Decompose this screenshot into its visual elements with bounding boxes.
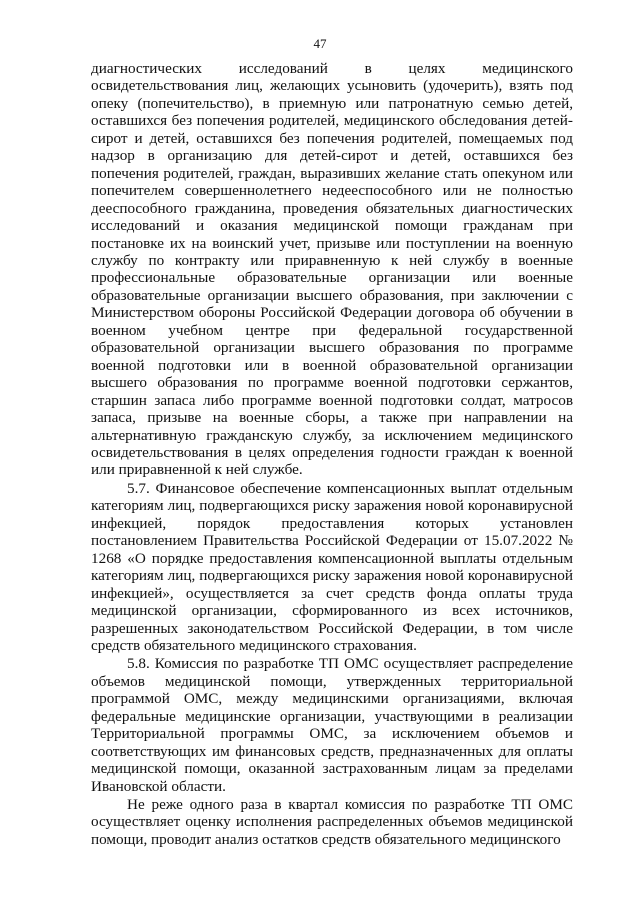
page-number: 47	[313, 36, 327, 51]
paragraph-clause-5-7: 5.7. Финансовое обеспечение компенсационных выплат отдельным категориям лиц, подвергающихся риску заражения новой коронавирусной инфекцией, порядок предоставления которых установлен постановлением Правительства Российской Федерации от 15.07.2022 № 1268 «О порядке предоставления компенсационной выплаты отдельным категориям лиц, подвергающихся риску заражения новой коронавирусной инфекцией», осуществляется за счет средств фонда оплаты труда медицинской организации, сформированного из всех источников, разрешенных законодательством Российской Федерации, в том числе средств обязательного медицинского страхования.	[91, 479, 573, 654]
paragraph-quarterly-review: Не реже одного раза в квартал комиссия по разработке ТП ОМС осуществляет оценку исполнения распределенных объемов медицинской помощи, проводит анализ остатков средств обязательного медицинского	[91, 796, 573, 848]
paragraph-continuation: диагностических исследований в целях медицинского освидетельствования лиц, желающих усыновить (удочерить), взять под опеку (попечительство), в приемную или патронатную семью детей, оставшихся без попечения родителей, медицинского обследования детей-сирот и детей, оставшихся без попечения родителей, помещаемых под надзор в организацию для детей-сирот и детей, оставшихся без попечения родителей, граждан, выразивших желание стать опекуном или попечителем совершеннолетнего недееспособного или не полностью дееспособного гражданина, проведения обязательных диагностических исследований и оказания медицинской помощи гражданам при постановке их на воинский учет, призыве или поступлении на военную службу по контракту или приравненную к ней службу в военные профессиональные образовательные организации или военные образовательные организации высшего образования, при заключении с Министерством обороны Российской Федерации договора об обучении в военном учебном центре при федеральной государственной образовательной организации высшего образования по программе военной подготовки или в военной образовательной организации высшего образования по программе военной подготовки сержантов, старшин запаса либо программе военной подготовки солдат, матросов запаса, призыве на военные сборы, а также при направлении на альтернативную гражданскую службу, за исключением медицинского освидетельствования в целях определения годности граждан к военной или приравненной к ней службе.	[91, 60, 573, 479]
paragraph-clause-5-8: 5.8. Комиссия по разработке ТП ОМС осуществляет распределение объемов медицинской помощи, утвержденных территориальной программой ОМС, между медицинскими организациями, включая федеральные медицинские организации, участвующими в реализации Территориальной программы ОМС, за исключением объемов и соответствующих им финансовых средств, предназначенных для оплаты медицинской помощи, оказанной застрахованным лицам за пределами Ивановской области.	[91, 655, 573, 795]
document-body	[91, 60, 573, 848]
